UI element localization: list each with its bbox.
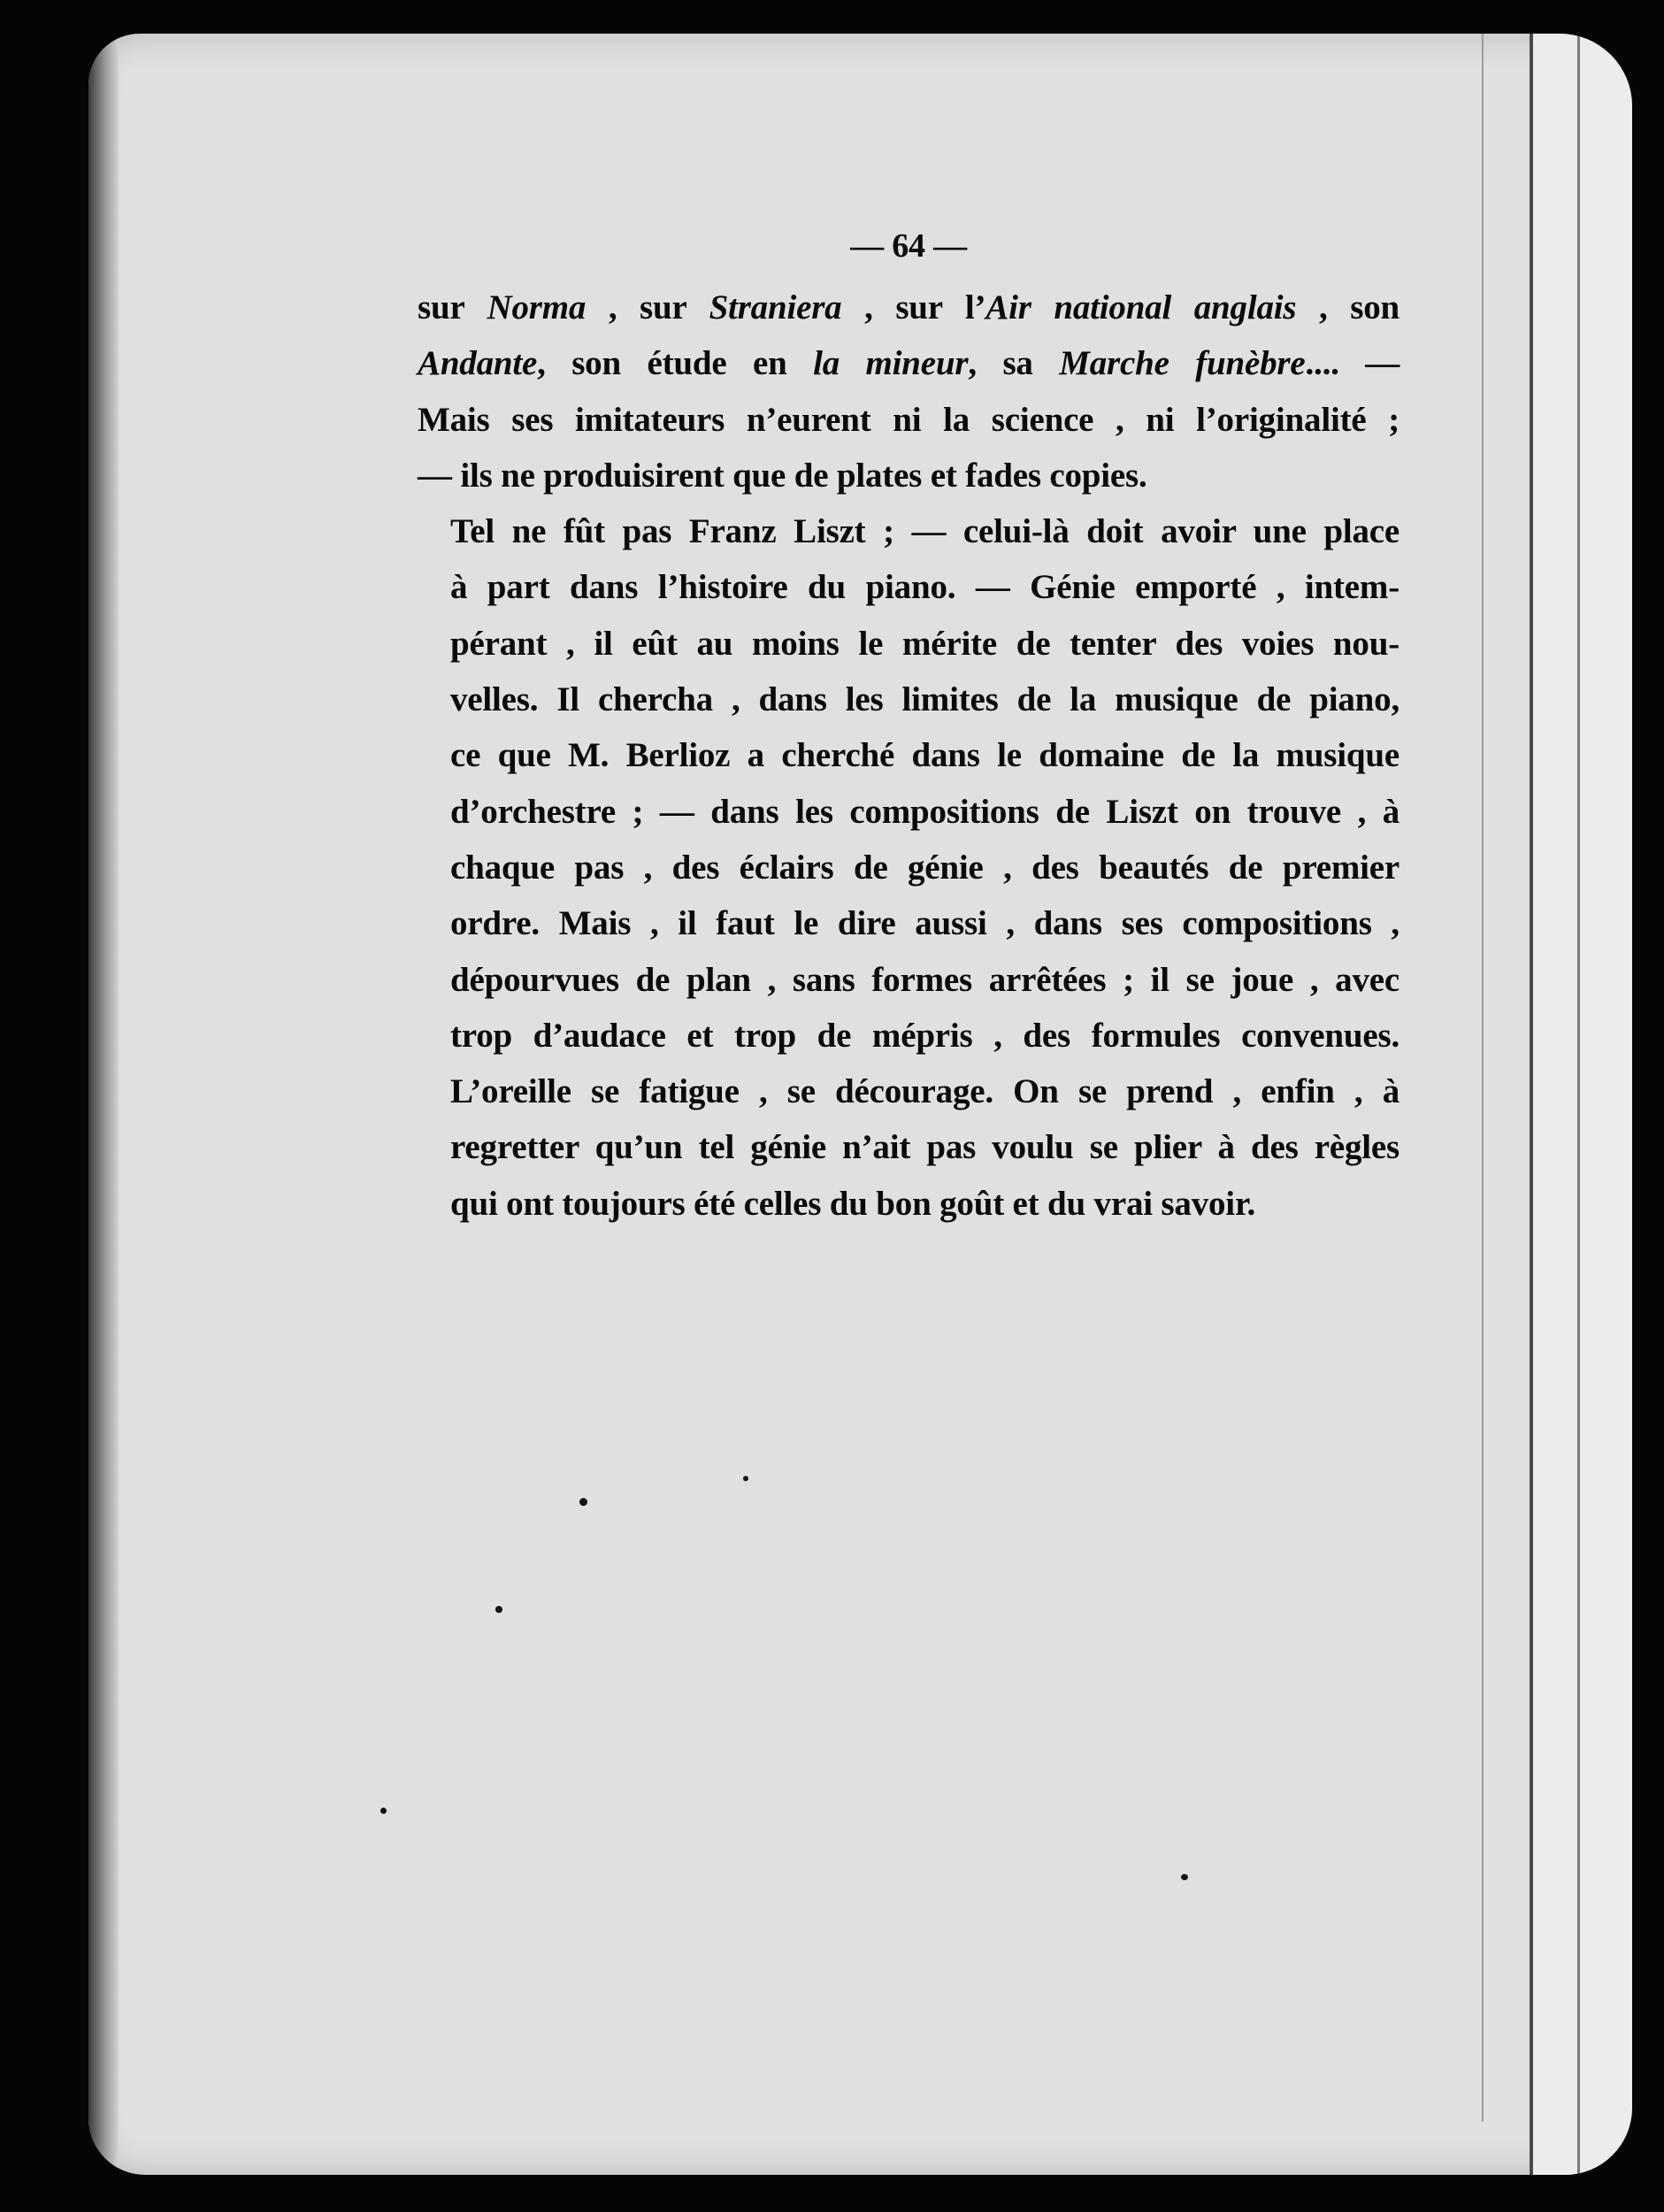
italic-title: Marche funèbre xyxy=(1059,344,1306,383)
text-line xyxy=(418,840,1399,895)
italic-title: la mineur xyxy=(813,344,969,383)
text-segment: — ils ne produisirent que de plates et fades copies. xyxy=(418,456,1147,495)
italic-title: Straniera xyxy=(709,288,842,326)
text-segment: sur xyxy=(418,288,487,326)
text-line xyxy=(418,1008,1399,1064)
text-segment: ordre. Mais , il faut le dire aussi , dans ses compositions , xyxy=(450,904,1399,943)
text-line xyxy=(418,672,1399,727)
dust-speck xyxy=(743,1476,748,1481)
italic-title: Air national anglais xyxy=(985,288,1297,326)
text-line xyxy=(418,448,1399,503)
italic-title: Andante xyxy=(418,344,538,383)
text-segment: trop d’audace et trop de mépris , des formules convenues. xyxy=(450,1016,1399,1055)
text-segment: dépourvues de plan , sans formes arrêtées ; il se joue , avec xyxy=(450,960,1399,999)
text-segment: Mais ses imitateurs n’eurent ni la science , ni l’originalité ; xyxy=(418,400,1399,439)
text-line xyxy=(418,559,1399,615)
book-page xyxy=(88,34,1632,2175)
text-segment: , sur xyxy=(586,288,709,326)
text-segment: ce que M. Berlioz a cherché dans le domaine de la musique xyxy=(450,736,1399,775)
text-segment: .... — xyxy=(1305,344,1400,383)
page-right-margin-strip xyxy=(1530,34,1632,2175)
page-edge-line xyxy=(1482,34,1484,2122)
paragraph xyxy=(418,280,1399,503)
text-line xyxy=(418,1119,1399,1175)
text-segment: Tel ne fût pas Franz Liszt ; — celui-là doit avoir une place xyxy=(450,512,1399,551)
text-segment: d’orchestre ; — dans les compositions de Liszt on trouve , à xyxy=(450,792,1399,831)
text-line xyxy=(418,280,1399,335)
text-line xyxy=(418,1176,1399,1232)
text-segment: à part dans l’histoire du piano. — Génie emporté , intem- xyxy=(450,568,1399,607)
text-segment: , son étude en xyxy=(537,344,814,383)
text-line xyxy=(418,1064,1399,1119)
text-line xyxy=(418,616,1399,672)
text-line xyxy=(418,952,1399,1008)
page-content xyxy=(418,219,1399,1232)
dust-speck xyxy=(579,1498,587,1506)
dust-speck xyxy=(495,1606,502,1613)
text-segment: regretter qu’un tel génie n’ait pas voulu se plier à des règles xyxy=(450,1128,1399,1167)
text-segment: , sa xyxy=(968,344,1060,383)
paragraphs xyxy=(418,280,1399,1232)
text-segment: chaque pas , des éclairs de génie , des beautés de premier xyxy=(450,848,1399,887)
text-segment: , sur l’ xyxy=(841,288,986,326)
text-line xyxy=(418,392,1399,448)
dust-speck xyxy=(380,1808,387,1814)
text-line xyxy=(418,503,1399,559)
page-number: — 64 — xyxy=(850,227,967,265)
text-segment: , son xyxy=(1296,288,1400,326)
paragraph xyxy=(418,503,1399,1232)
text-line xyxy=(418,895,1399,951)
text-line xyxy=(418,335,1399,391)
text-line xyxy=(418,784,1399,840)
text-segment: qui ont toujours été celles du bon goût et du vrai savoir. xyxy=(450,1184,1256,1223)
text-segment: pérant , il eût au moins le mérite de tenter des voies nou- xyxy=(450,624,1399,663)
text-segment: L’oreille se fatigue , se décourage. On se prend , enfin , à xyxy=(450,1072,1399,1111)
page-binding-shadow xyxy=(88,34,119,2175)
dust-speck xyxy=(1181,1874,1188,1880)
text-segment: velles. Il chercha , dans les limites de la musique de piano, xyxy=(450,680,1399,719)
text-line xyxy=(418,727,1399,783)
italic-title: Norma xyxy=(487,288,587,326)
